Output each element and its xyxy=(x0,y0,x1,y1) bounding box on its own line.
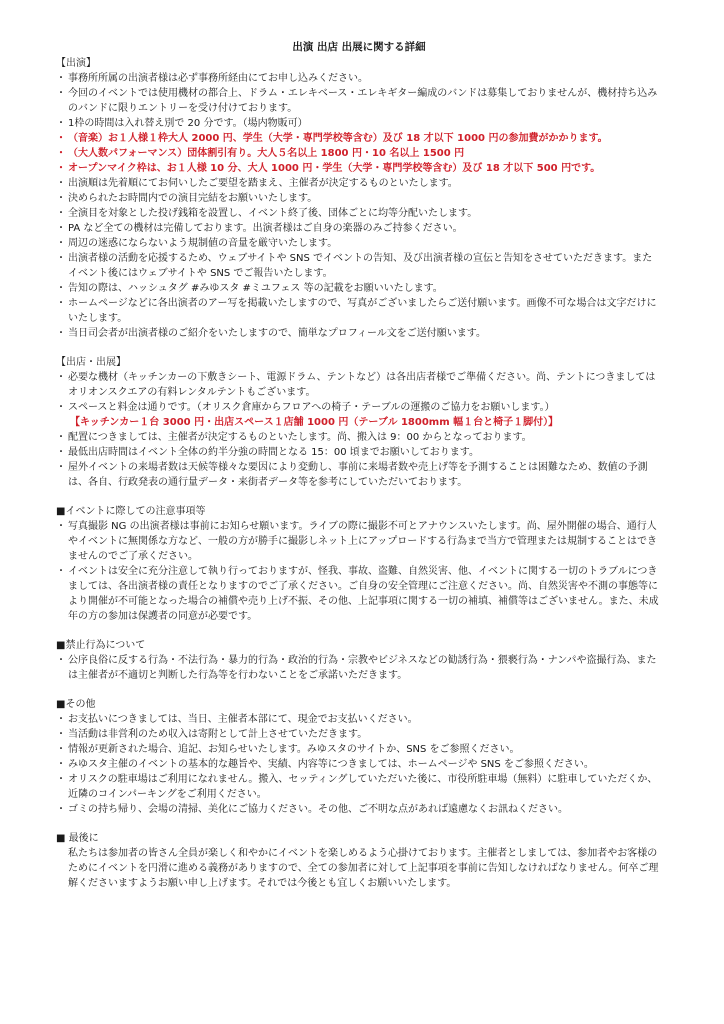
list-item xyxy=(56,564,662,624)
list-item-text: 出演順は先着順にてお伺いしたご要望を踏まえ、主催者が決定するものといたします。 xyxy=(68,178,458,189)
list-item xyxy=(56,712,662,727)
list-item xyxy=(56,281,662,296)
section-closing xyxy=(56,831,662,891)
list-item-text: 出演者様の活動を応援するため、ウェブサイトや SNS でイベントの告知、及び出演者様の宣伝と告知をさせていただきます。またイベント後にはウェブサイトや SNS でご報告いたします。 xyxy=(68,253,653,279)
bullet-dot-icon: ・ xyxy=(56,298,66,309)
list-item-text: 当活動は非営利のため収入は寄附として計上させていただきます。 xyxy=(68,729,368,740)
bullet-dot-icon: ・ xyxy=(56,714,66,725)
list-item-text: オープンマイク枠は、お１人様 10 分、大人 1000 円・学生（大学・専門学校等含む）及び 18 才以下 500 円です。 xyxy=(68,163,601,174)
list-item-text: 全演目を対象とした投げ銭箱を設置し、イベント終了後、団体ごとに均等分配いたします。 xyxy=(68,208,478,219)
bullet-dot-icon: ・ xyxy=(56,774,66,785)
section-other xyxy=(56,697,662,817)
list-item-text: スペースと料金は通りです。（オリスク倉庫からフロアへの椅子・テーブルの運搬のご協力をお願いします。） xyxy=(68,402,555,413)
bullet-dot-icon: ・ xyxy=(56,566,66,577)
bullet-dot-icon: ・ xyxy=(56,208,66,219)
list-item xyxy=(56,772,662,802)
list-item-text: 屋外イベントの来場者数は天候等様々な要因により変動し、事前に来場者数や売上げ等を予測することは困難なため、数値の予測は、各自、行政発表の通行量データ・来街者データ等を参考にしていただいております。 xyxy=(68,462,648,488)
spacer xyxy=(56,683,662,697)
list-item-text: 1枠の時間は入れ替え別で 20 分です。（場内物販可） xyxy=(68,118,308,129)
list-item-text: 今回のイベントでは使用機材の都合上、ドラム・エレキベース・エレキギター編成のバンドは募集しておりませんが、機材持ち込みのバンドに限りエントリーを受け付けております。 xyxy=(68,88,658,114)
section-heading: 【出演】 xyxy=(56,58,96,69)
list-item xyxy=(56,236,662,251)
list-item-text: 周辺の迷惑にならないよう規制値の音量を厳守いたします。 xyxy=(68,238,338,249)
list-item xyxy=(56,131,662,146)
spacer xyxy=(56,624,662,638)
bullet-dot-icon: ・ xyxy=(56,432,66,443)
list-item xyxy=(56,727,662,742)
list-item-text: 公序良俗に反する行為・不法行為・暴力的行為・政治的行為・宗教やビジネスなどの勧誘行為・猥褻行為・ナンパや盗撮行為、または主催者が不適切と判断した行為等を行わないことをご承諾いただきます。 xyxy=(68,655,657,681)
list-item xyxy=(56,161,662,176)
bullet-dot-icon: ・ xyxy=(56,804,66,815)
list-item xyxy=(56,221,662,236)
bullet-dot-icon: ・ xyxy=(56,73,66,84)
bullet-dot-icon: ・ xyxy=(56,447,66,458)
list-item xyxy=(56,400,662,415)
section-performance xyxy=(56,56,662,341)
item-list xyxy=(56,653,662,683)
spacer xyxy=(56,817,662,831)
list-item xyxy=(56,757,662,772)
bullet-dot-icon: ・ xyxy=(56,744,66,755)
list-item-text: （音楽）お１人様１枠大人 2000 円、学生（大学・専門学校等含む）及び 18 才以下 1000 円の参加費がかかります。 xyxy=(68,133,608,144)
list-item xyxy=(56,191,662,206)
bullet-dot-icon: ・ xyxy=(56,655,66,666)
bullet-dot-icon: ・ xyxy=(56,88,66,99)
item-list xyxy=(56,71,662,341)
item-list xyxy=(56,370,662,415)
spacer xyxy=(56,490,662,504)
list-item xyxy=(56,146,662,161)
list-item-text: 告知の際は、ハッシュタグ #みゆスタ #ミユフェス 等の記載をお願いいたします。 xyxy=(68,283,443,294)
section-heading: ■イベントに際しての注意事項等 xyxy=(56,506,206,517)
bullet-dot-icon: ・ xyxy=(56,178,66,189)
list-item xyxy=(56,370,662,400)
bullet-dot-icon: ・ xyxy=(56,238,66,249)
bullet-dot-icon: ・ xyxy=(56,223,66,234)
list-item-text: 最低出店時間はイベント全体の約半分強の時間となる 15：00 頃までお願いしております。 xyxy=(68,447,480,458)
spacer xyxy=(56,341,662,355)
section-prohibited xyxy=(56,638,662,683)
bullet-dot-icon: ・ xyxy=(56,118,66,129)
list-item-text: （大人数パフォーマンス）団体割引有り。大人５名以上 1800 円・10 名以上 1500 円 xyxy=(68,148,465,159)
section-heading: ■ 最後に xyxy=(56,833,99,844)
list-item-text: ホームページなどに各出演者のアー写を掲載いたしますので、写真がございましたらご送付願います。画像不可な場合は文字だけにいたします。 xyxy=(68,298,657,324)
bullet-dot-icon: ・ xyxy=(56,462,66,473)
bullet-dot-icon: ・ xyxy=(56,521,66,532)
list-item xyxy=(56,296,662,326)
bullet-dot-icon: ・ xyxy=(56,372,66,383)
bullet-dot-icon: ・ xyxy=(56,163,66,174)
list-item xyxy=(56,251,662,281)
document-title: 出演 出店 出展に関する詳細 xyxy=(292,41,426,53)
section-heading: ■禁止行為について xyxy=(56,640,146,651)
list-item-text: 写真撮影 NG の出演者様は事前にお知らせ願います。ライブの際に撮影不可とアナウンスいたします。尚、屋外開催の場合、通行人やイベントに無関係な方など、一般の方が勝手に撮影しネット上にアップロードする行為まで当方で管理または規制することはできませんのでご了承ください。 xyxy=(68,521,657,562)
list-item-text: ゴミの持ち帰り、会場の清掃、美化にご協力ください。その他、ご不明な点があれば遠慮なくお訊ねください。 xyxy=(68,804,568,815)
bullet-dot-icon: ・ xyxy=(56,133,66,144)
bullet-dot-icon: ・ xyxy=(56,283,66,294)
list-item xyxy=(56,742,662,757)
list-item xyxy=(56,116,662,131)
list-item-text: 事務所所属の出演者様は必ず事務所経由にてお申し込みください。 xyxy=(68,73,368,84)
section-heading: 【出店・出展】 xyxy=(56,357,126,368)
list-item-text: お支払いにつきましては、当日、主催者本部にて、現金でお支払いください。 xyxy=(68,714,418,725)
list-item-text: 情報が更新された場合、追記、お知らせいたします。みゆスタのサイトか、SNS をご参照ください。 xyxy=(68,744,520,755)
list-item-text: イベントは安全に充分注意して執り行っておりますが、怪我、事故、盗難、自然災害、他、イベントに関する一切のトラブルにつきましては、各出演者様の責任となりますのでご了承ください。ご自身の安全管理にご注意ください。尚、自然災害や不測の事態等により開催が不可能となった場合の補償や売り上げ不振、その他、上記事項に関する一切の補填、補償等はございません。また、未成年の方の参加は保護者の同意が必要です。 xyxy=(68,566,659,622)
list-item xyxy=(56,460,662,490)
list-item xyxy=(56,86,662,116)
list-item xyxy=(56,206,662,221)
list-item-text: 決められたお時間内での演目完結をお願いいたします。 xyxy=(68,193,318,204)
bullet-dot-icon: ・ xyxy=(56,402,66,413)
list-item-text: みゆスタ主催のイベントの基本的な趣旨や、実績、内容等につきましては、ホームページや SNS をご参照ください。 xyxy=(68,759,594,770)
closing-paragraph: 私たちは参加者の皆さん全員が楽しく和やかにイベントを楽しめるよう心掛けております。主催者としましては、参加者やお客様のためにイベントを円滑に進める義務がありますので、全ての参加者に対して上記事項を事前に告知しなければなりません。何卒ご理解くださいますようお願い申し上げます。それでは今後とも宜しくお願いいたします。 xyxy=(68,848,659,889)
bullet-dot-icon: ・ xyxy=(56,253,66,264)
price-line: 【キッチンカー１台 3000 円・出店スペース１店舗 1000 円（テーブル 1800mm 幅１台と椅子１脚付）】 xyxy=(70,417,559,428)
section-vendors xyxy=(56,355,662,490)
item-list xyxy=(56,430,662,490)
list-item-text: オリスクの駐車場はご利用になれません。搬入、セッティングしていただいた後に、市役所駐車場（無料）に駐車していただくか、近隣のコインパーキングをご利用ください。 xyxy=(68,774,658,800)
section-heading: ■その他 xyxy=(56,699,96,710)
list-item-text: PA など全ての機材は完備しております。出演者様はご自身の楽器のみご持参ください。 xyxy=(68,223,463,234)
list-item-text: 当日司会者が出演者様のご紹介をいたしますので、簡単なプロフィール文をご送付願います。 xyxy=(68,328,486,339)
list-item xyxy=(56,326,662,341)
bullet-dot-icon: ・ xyxy=(56,759,66,770)
item-list xyxy=(56,712,662,817)
list-item xyxy=(56,445,662,460)
list-item xyxy=(56,430,662,445)
list-item xyxy=(56,653,662,683)
bullet-dot-icon: ・ xyxy=(56,328,66,339)
list-item xyxy=(56,71,662,86)
item-list xyxy=(56,519,662,624)
list-item xyxy=(56,802,662,817)
bullet-dot-icon: ・ xyxy=(56,729,66,740)
list-item xyxy=(56,176,662,191)
bullet-dot-icon: ・ xyxy=(56,148,66,159)
bullet-dot-icon: ・ xyxy=(56,193,66,204)
section-notes xyxy=(56,504,662,624)
list-item xyxy=(56,519,662,564)
list-item-text: 必要な機材（キッチンカーの下敷きシート、電源ドラム、テントなど）は各出店者様でご準備ください。尚、テントにつきましてはオリオンスクエアの有料レンタルテントもございます。 xyxy=(68,372,656,398)
list-item-text: 配置につきましては、主催者が決定するものといたします。尚、搬入は 9：00 からとなっております。 xyxy=(68,432,532,443)
